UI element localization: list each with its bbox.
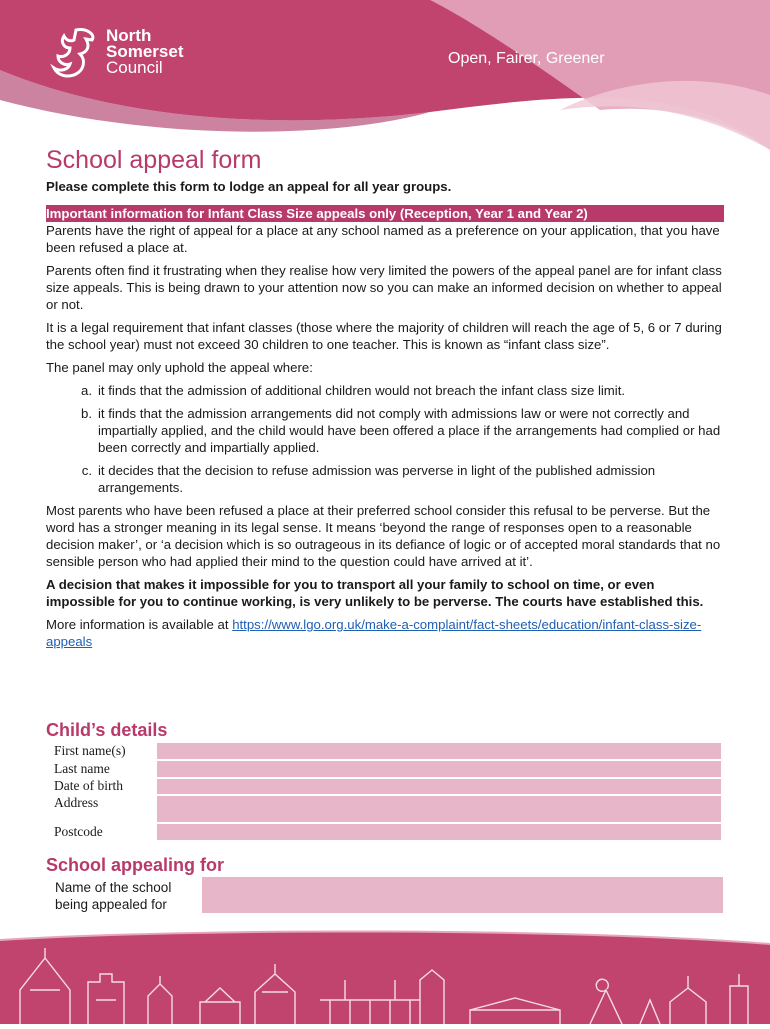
council-logo — [46, 26, 216, 86]
postcode-field[interactable] — [157, 824, 721, 840]
lgo-link[interactable]: https://www.lgo.org.uk/make-a-complaint/fact-sheets/education/infant-class-size-appeals — [46, 617, 702, 649]
important-banner: Important information for Infant Class Size appeals only (Reception, Year 1 and Year 2) — [46, 205, 724, 222]
school-name-field[interactable] — [202, 877, 723, 913]
dob-field[interactable] — [157, 779, 721, 794]
list-text: it finds that the admission of additional children would not breach the infant class size limit. — [98, 383, 626, 398]
paragraph-5: Most parents who have been refused a place at their preferred school consider this refusal to be perverse. But the word has a stronger meaning in its legal sense. It means ‘beyond the range of responses open to a reasonable decision maker’, or ‘a decision which is so outrageous in its defiance of logic or of accepted moral standards that no sensible person who had applied their mind to the question could have arrived at it’. — [46, 503, 721, 569]
list-item — [46, 405, 724, 456]
page-footer — [0, 930, 770, 1024]
council-name — [106, 28, 183, 76]
list-marker: a. — [81, 383, 92, 398]
logo-line2: Somerset — [106, 42, 184, 61]
tagline: Open, Fairer, Greener — [448, 50, 605, 67]
info-content — [46, 178, 724, 656]
paragraph-4: The panel may only uphold the appeal where: — [46, 360, 313, 375]
list-text: it decides that the decision to refuse admission was perverse in light of the published admission arrangements. — [98, 463, 656, 495]
last-name-field[interactable] — [157, 761, 721, 777]
paragraph-2: Parents often find it frustrating when they realise how very limited the powers of the appeal panel are for infant class size appeals. This is being drawn to your attention now so you can make an informed decision on whether to appeal or not. — [46, 263, 722, 312]
list-marker: c. — [81, 463, 92, 478]
school-name-label: Name of the school being appealed for — [55, 880, 172, 912]
list-marker: b. — [81, 406, 92, 421]
seahorse-logo-icon — [46, 26, 98, 86]
childs-details-heading: Child’s details — [46, 720, 168, 740]
school-heading: School appealing for — [46, 855, 225, 875]
logo-line1: North — [106, 26, 152, 45]
conditions-list — [46, 382, 724, 496]
last-name-label: Last name — [54, 761, 110, 776]
postcode-label: Postcode — [54, 824, 103, 839]
dob-label: Date of birth — [54, 778, 123, 793]
address-field[interactable] — [157, 796, 721, 822]
first-name-label: First name(s) — [54, 743, 126, 758]
paragraph-6: A decision that makes it impossible for you to transport all your family to school on time, or even impossible for you to continue working, is very unlikely to be perverse. The courts have established this. — [46, 577, 704, 609]
more-info-text: More information is available at — [46, 617, 233, 632]
list-item — [46, 462, 724, 496]
page-title: School appeal form — [46, 146, 262, 174]
list-text: it finds that the admission arrangements did not comply with admissions law or were not correctly and impartially applied, and the child would have been offered a place if the arrangements had complied or had been correctly and impartially applied. — [98, 406, 721, 455]
paragraph-3: It is a legal requirement that infant classes (those where the majority of children will reach the age of 5, 6 or 7 during the school year) must not exceed 30 children to one teacher. This is known as “infant class size”. — [46, 320, 722, 352]
paragraph-1: Parents have the right of appeal for a place at any school named as a preference on your application, that you have been refused a place at. — [46, 223, 720, 255]
logo-line3: Council — [106, 58, 163, 77]
footer-landmarks-illustration — [0, 930, 770, 1024]
list-item — [46, 382, 724, 399]
page-header — [0, 0, 770, 150]
paragraph-7 — [46, 616, 724, 650]
first-name-field[interactable] — [157, 743, 721, 759]
address-label: Address — [54, 795, 99, 810]
intro-text: Please complete this form to lodge an appeal for all year groups. — [46, 179, 452, 194]
